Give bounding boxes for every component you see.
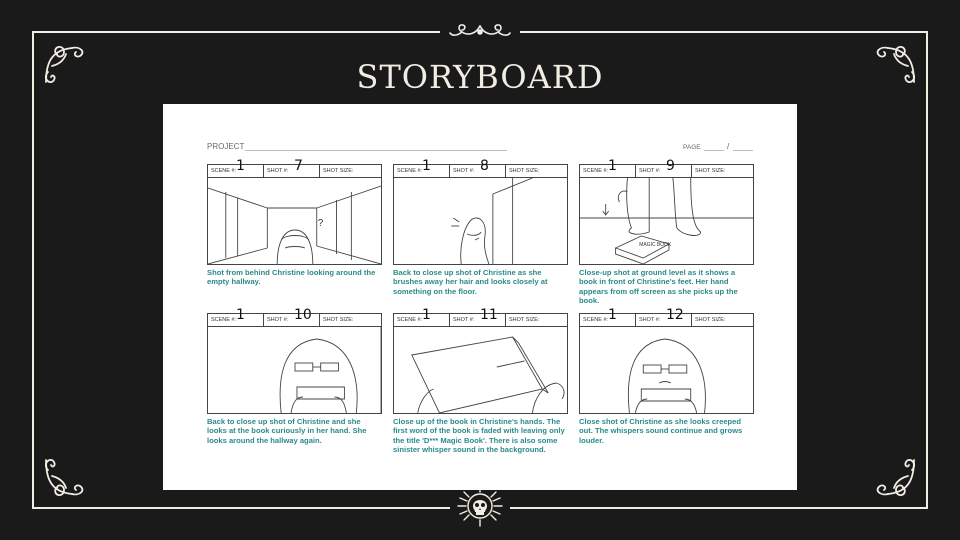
sketch-face-book xyxy=(208,327,381,413)
panel-caption: Back to close up shot of Christine and she looks at the book curiously in her hand. She looks around the hallway again. xyxy=(207,417,367,445)
frame-top-right xyxy=(520,31,928,33)
shot-size-label: SHOT SIZE: xyxy=(695,317,726,323)
frame-right xyxy=(926,31,928,509)
panel-header xyxy=(393,307,568,326)
panel-header xyxy=(393,158,568,177)
scene-number: 1 xyxy=(422,307,431,323)
shot-field xyxy=(450,158,506,177)
corner-flourish-icon xyxy=(42,454,88,500)
panel-header xyxy=(207,307,382,326)
storyboard-panel xyxy=(393,307,568,455)
panel-caption: Close up of the book in Christine's hands. The first word of the book is faded with leaving only the title 'D*** Magic Book'. There is also some sinister whisper sound in the background. xyxy=(393,417,565,455)
panel-caption: Close-up shot at ground level as it shows a book in front of Christine's feet. Her hand appears from off screen as she picks up the book. xyxy=(579,268,738,306)
panel-header xyxy=(207,158,382,177)
shot-size-field xyxy=(692,314,753,326)
scene-label: SCENE #: xyxy=(397,317,423,323)
panel-caption: Close shot of Christine as she looks creeped out. The whispers sound continue and grows louder. xyxy=(579,417,743,445)
slide-title: STORYBOARD xyxy=(356,58,604,96)
scene-label: SCENE #: xyxy=(397,168,423,174)
scene-field xyxy=(208,158,264,177)
scene-field xyxy=(394,158,450,177)
frame-bottom-left xyxy=(32,507,450,509)
scene-number: 1 xyxy=(608,158,617,174)
shot-field xyxy=(636,307,692,326)
page-label: PAGE xyxy=(683,144,701,151)
frame-bottom-right xyxy=(510,507,928,509)
panel-header xyxy=(579,307,754,326)
skull-emblem-icon xyxy=(452,484,508,528)
sketch-frame xyxy=(207,177,382,265)
sketch-face-creeped xyxy=(580,327,753,413)
corner-flourish-icon xyxy=(872,454,918,500)
scene-field xyxy=(580,307,636,326)
storyboard-sheet xyxy=(163,104,797,490)
scene-number: 1 xyxy=(236,158,245,174)
shot-label: SHOT #: xyxy=(453,317,475,323)
shot-field xyxy=(264,158,320,177)
page-rule-2 xyxy=(733,150,753,151)
shot-label: SHOT #: xyxy=(639,317,661,323)
shot-number: 7 xyxy=(294,158,303,174)
shot-size-field xyxy=(320,314,381,326)
sketch-feet-book xyxy=(580,178,753,264)
shot-label: SHOT #: xyxy=(453,168,475,174)
shot-number: 12 xyxy=(666,307,684,323)
frame-left xyxy=(32,31,34,509)
project-label: PROJECT xyxy=(207,142,245,151)
frame-top-left xyxy=(32,31,440,33)
sketch-book-hands xyxy=(394,327,567,413)
shot-label: SHOT #: xyxy=(267,168,289,174)
top-flourish-icon xyxy=(448,22,512,42)
scene-field xyxy=(394,307,450,326)
shot-field xyxy=(264,307,320,326)
shot-field xyxy=(636,158,692,177)
shot-size-field xyxy=(506,314,567,326)
sketch-doorway xyxy=(394,178,567,264)
sketch-hallway xyxy=(208,178,381,264)
shot-size-label: SHOT SIZE: xyxy=(509,317,540,323)
svg-text:?: ? xyxy=(317,217,324,230)
panel-caption: Back to close up shot of Christine as she brushes away her hair and looks closely at something on the floor. xyxy=(393,268,548,296)
scene-label: SCENE #: xyxy=(211,317,237,323)
shot-size-field xyxy=(506,165,567,177)
shot-size-field xyxy=(320,165,381,177)
sketch-frame xyxy=(207,326,382,414)
scene-field xyxy=(208,307,264,326)
shot-size-label: SHOT SIZE: xyxy=(509,168,540,174)
page-rule-1 xyxy=(704,150,724,151)
sketch-frame xyxy=(393,326,568,414)
scene-number: 1 xyxy=(236,307,245,323)
shot-number: 9 xyxy=(666,158,675,174)
shot-field xyxy=(450,307,506,326)
scene-label: SCENE #: xyxy=(583,168,609,174)
panel-caption: Shot from behind Christine looking around the empty hallway. xyxy=(207,268,376,287)
shot-number: 8 xyxy=(480,158,489,174)
sketch-frame xyxy=(579,177,754,265)
storyboard-panel xyxy=(579,307,754,445)
shot-size-field xyxy=(692,165,753,177)
storyboard-panel xyxy=(393,158,568,296)
shot-number: 10 xyxy=(294,307,312,323)
scene-label: SCENE #: xyxy=(211,168,237,174)
shot-label: SHOT #: xyxy=(639,168,661,174)
scene-number: 1 xyxy=(422,158,431,174)
panel-header xyxy=(579,158,754,177)
shot-size-label: SHOT SIZE: xyxy=(323,317,354,323)
shot-number: 11 xyxy=(480,307,498,323)
shot-label: SHOT #: xyxy=(267,317,289,323)
scene-label: SCENE #: xyxy=(583,317,609,323)
svg-text:MAGIC BOOK: MAGIC BOOK xyxy=(639,242,672,249)
shot-size-label: SHOT SIZE: xyxy=(323,168,354,174)
storyboard-panel xyxy=(207,158,382,287)
page-separator: / xyxy=(727,142,730,151)
storyboard-panel xyxy=(207,307,382,445)
shot-size-label: SHOT SIZE: xyxy=(695,168,726,174)
scene-field xyxy=(580,158,636,177)
sketch-frame xyxy=(393,177,568,265)
storyboard-panel xyxy=(579,158,754,306)
scene-number: 1 xyxy=(608,307,617,323)
sketch-frame xyxy=(579,326,754,414)
project-rule xyxy=(245,150,507,151)
